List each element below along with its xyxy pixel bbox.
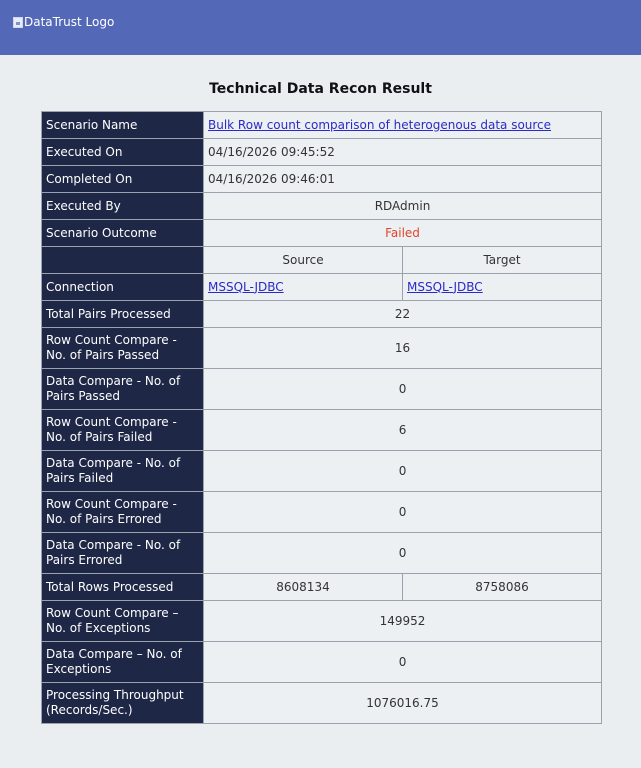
rc-failed-value: 6 [204, 410, 602, 451]
executed-by-value: RDAdmin [204, 193, 602, 220]
table-row [42, 247, 602, 274]
scenario-name-label: Scenario Name [42, 112, 204, 139]
rc-passed-value: 16 [204, 328, 602, 369]
page-title: Technical Data Recon Result [209, 81, 432, 97]
rc-exceptions-label: Row Count Compare – No. of Exceptions [42, 601, 204, 642]
broken-image-icon [13, 17, 23, 28]
table-row [42, 274, 602, 301]
dc-passed-label: Data Compare - No. of Pairs Passed [42, 369, 204, 410]
executed-on-label: Executed On [42, 139, 204, 166]
target-column-header: Target [403, 247, 602, 274]
table-row [42, 683, 602, 724]
table-row [42, 220, 602, 247]
page-header [0, 0, 641, 55]
dc-errored-label: Data Compare - No. of Pairs Errored [42, 533, 204, 574]
table-row [42, 193, 602, 220]
total-rows-source-value: 8608134 [204, 574, 403, 601]
throughput-label: Processing Throughput (Records/Sec.) [42, 683, 204, 724]
total-pairs-label: Total Pairs Processed [42, 301, 204, 328]
table-row [42, 301, 602, 328]
executed-on-value: 04/16/2026 09:45:52 [204, 139, 602, 166]
recon-result-table [41, 111, 602, 724]
rc-failed-label: Row Count Compare - No. of Pairs Failed [42, 410, 204, 451]
table-row [42, 451, 602, 492]
table-row [42, 166, 602, 193]
table-row [42, 112, 602, 139]
total-rows-target-value: 8758086 [403, 574, 602, 601]
completed-on-value: 04/16/2026 09:46:01 [204, 166, 602, 193]
target-connection-cell [403, 274, 602, 301]
source-connection-link[interactable]: MSSQL-JDBC [208, 279, 284, 294]
total-pairs-value: 22 [204, 301, 602, 328]
executed-by-label: Executed By [42, 193, 204, 220]
table-row [42, 533, 602, 574]
dc-failed-label: Data Compare - No. of Pairs Failed [42, 451, 204, 492]
source-column-header: Source [204, 247, 403, 274]
datatrust-logo [13, 15, 114, 29]
dc-passed-value: 0 [204, 369, 602, 410]
table-row [42, 574, 602, 601]
total-rows-label: Total Rows Processed [42, 574, 204, 601]
table-row [42, 328, 602, 369]
table-row [42, 369, 602, 410]
logo-alt-text: DataTrust Logo [24, 15, 115, 29]
rc-exceptions-value: 149952 [204, 601, 602, 642]
scenario-name-cell [204, 112, 602, 139]
rc-errored-label: Row Count Compare - No. of Pairs Errored [42, 492, 204, 533]
scenario-outcome-label: Scenario Outcome [42, 220, 204, 247]
dc-exceptions-value: 0 [204, 642, 602, 683]
source-connection-cell [204, 274, 403, 301]
target-connection-link[interactable]: MSSQL-JDBC [407, 279, 483, 294]
dc-failed-value: 0 [204, 451, 602, 492]
table-row [42, 139, 602, 166]
dc-exceptions-label: Data Compare – No. of Exceptions [42, 642, 204, 683]
completed-on-label: Completed On [42, 166, 204, 193]
rc-errored-value: 0 [204, 492, 602, 533]
table-row [42, 410, 602, 451]
empty-header-cell [42, 247, 204, 274]
scenario-name-link[interactable]: Bulk Row count comparison of heterogenous data source [208, 117, 552, 132]
table-row [42, 601, 602, 642]
scenario-outcome-value: Failed [204, 220, 602, 247]
connection-label: Connection [42, 274, 204, 301]
dc-errored-value: 0 [204, 533, 602, 574]
table-row [42, 492, 602, 533]
throughput-value: 1076016.75 [204, 683, 602, 724]
table-row [42, 642, 602, 683]
rc-passed-label: Row Count Compare - No. of Pairs Passed [42, 328, 204, 369]
